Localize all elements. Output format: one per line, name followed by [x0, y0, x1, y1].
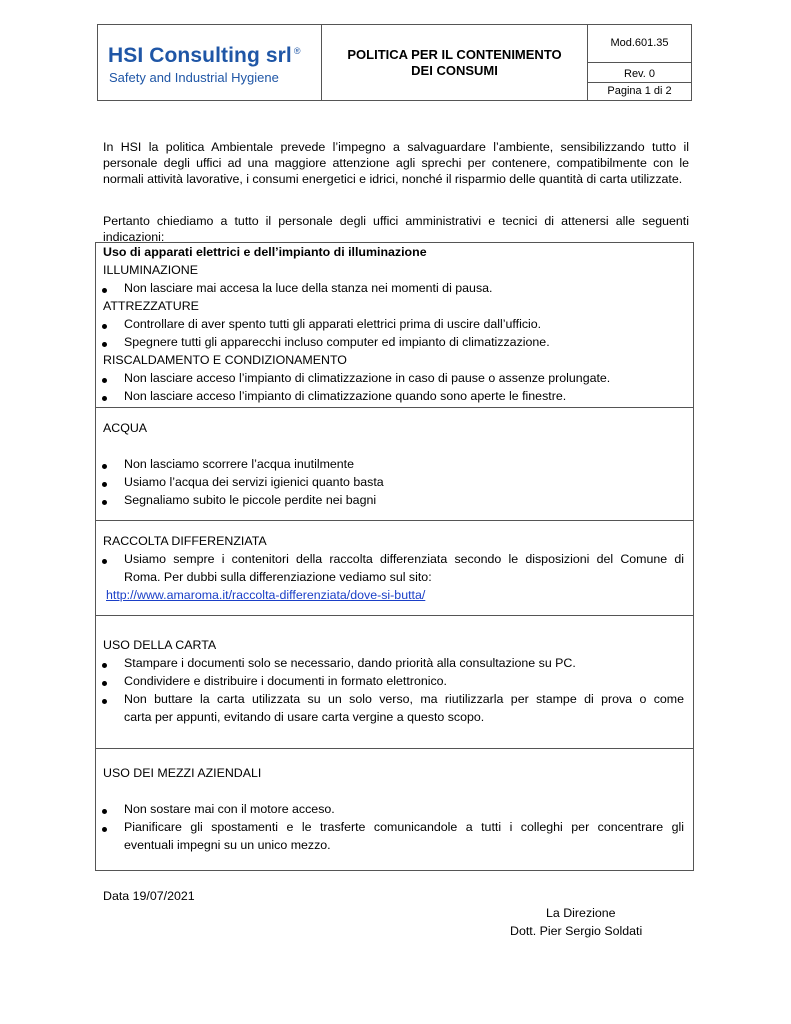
- list-item: Non lasciare acceso l’impianto di climatizzazione quando sono aperte le finestre.: [124, 389, 567, 403]
- title-line-1: POLITICA PER IL CONTENIMENTO: [347, 46, 562, 62]
- policy-table: [95, 242, 694, 871]
- section-paper: [96, 616, 693, 749]
- list-item: Pianificare gli spostamenti e le trasferte comunicandole a tutti i colleghi per concentrare gli: [124, 820, 684, 834]
- section-title: USO DEI MEZZI AZIENDALI: [103, 766, 262, 780]
- list-item: Controllare di aver spento tutti gli apparati elettrici prima di uscire dall’ufficio.: [124, 317, 542, 331]
- bullet-icon: [102, 809, 107, 814]
- intro-paragraph-1: In HSI la politica Ambientale prevede l’impegno a salvaguardare l’ambiente, sensibilizzando tutto il personale degli uffici ad una maggiore attenzione agli sprechi per contenere, compatibilmente con le normali attività lavorative, i consumi energetici e idrici, nonché il risparmio delle quantità di carta utilizzate.: [103, 140, 689, 186]
- section-vehicles: [96, 749, 693, 870]
- revision: Rev. 0: [624, 68, 655, 80]
- signature-title: La Direzione: [546, 906, 616, 920]
- document-meta: [588, 25, 691, 100]
- list-item: Usiamo l’acqua dei servizi igienici quanto basta: [124, 475, 384, 489]
- subsection-title: ILLUMINAZIONE: [103, 263, 199, 277]
- bullet-icon: [102, 288, 107, 293]
- bullet-icon: [102, 559, 107, 564]
- subsection-title: ATTREZZATURE: [103, 299, 199, 313]
- bullet-icon: [102, 699, 107, 704]
- list-item-continued: Roma. Per dubbi sulla differenziazione vediamo sul sito:: [124, 570, 432, 584]
- list-item: Non lasciare acceso l’impianto di climatizzazione in caso di pause o assenze prolungate.: [124, 371, 611, 385]
- list-item-continued: carta per appunti, evitando di usare carta vergine a questo scopo.: [124, 710, 485, 724]
- list-item: Segnaliamo subito le piccole perdite nei bagni: [124, 493, 377, 507]
- list-item: Non lasciamo scorrere l’acqua inutilmente: [124, 457, 355, 471]
- bullet-icon: [102, 324, 107, 329]
- company-logo: [98, 25, 322, 100]
- list-item: Spegnere tutti gli apparecchi incluso computer ed impianto di climatizzazione.: [124, 335, 550, 349]
- subsection-title: RISCALDAMENTO E CONDIZIONAMENTO: [103, 353, 347, 367]
- bullet-icon: [102, 378, 107, 383]
- bullet-icon: [102, 500, 107, 505]
- section-title: USO DELLA CARTA: [103, 638, 217, 652]
- bullet-icon: [102, 681, 107, 686]
- list-item: Non lasciare mai accesa la luce della stanza nei momenti di pausa.: [124, 281, 493, 295]
- section-title: RACCOLTA DIFFERENZIATA: [103, 534, 267, 548]
- list-item: Non sostare mai con il motore acceso.: [124, 802, 335, 816]
- section-water: [96, 408, 693, 521]
- registered-mark: ®: [293, 46, 301, 56]
- section-electric: [96, 243, 693, 408]
- recycling-link[interactable]: http://www.amaroma.it/raccolta-differenziata/dove-si-butta/: [106, 588, 426, 602]
- meta-divider: [588, 62, 691, 63]
- bullet-icon: [102, 464, 107, 469]
- bullet-icon: [102, 396, 107, 401]
- logo-tagline: Safety and Industrial Hygiene: [109, 70, 279, 85]
- list-item: Stampare i documenti solo se necessario, dando priorità alla consultazione su PC.: [124, 656, 576, 670]
- section-title: Uso di apparati elettrici e dell’impianto di illuminazione: [103, 245, 427, 259]
- bullet-icon: [102, 827, 107, 832]
- title-line-2: DEI CONSUMI: [411, 62, 498, 78]
- meta-divider: [588, 82, 691, 83]
- document-title: [322, 25, 588, 100]
- section-title: ACQUA: [103, 421, 148, 435]
- document-header: [97, 24, 692, 101]
- list-item: Condividere e distribuire i documenti in formato elettronico.: [124, 674, 448, 688]
- list-item: Usiamo sempre i contenitori della raccolta differenziata secondo le disposizioni del Comune di: [124, 552, 684, 566]
- list-item-continued: eventuali impegni su un unico mezzo.: [124, 838, 331, 852]
- intro-paragraph-2: Pertanto chiediamo a tutto il personale degli uffici amministrativi e tecnici di attenersi alle seguenti indicazioni:: [103, 214, 689, 244]
- bullet-icon: [102, 663, 107, 668]
- page-number: Pagina 1 di 2: [607, 85, 672, 97]
- section-recycling: [96, 521, 693, 616]
- bullet-icon: [102, 482, 107, 487]
- bullet-icon: [102, 342, 107, 347]
- document-date: Data 19/07/2021: [103, 889, 195, 903]
- signatory-name: Dott. Pier Sergio Soldati: [510, 924, 643, 938]
- module-code: Mod.601.35: [610, 37, 669, 49]
- logo-company-name: HSI Consulting srl: [108, 44, 292, 67]
- list-item: Non buttare la carta utilizzata su un solo verso, ma riutilizzarla per stampe di prova o come: [124, 692, 684, 706]
